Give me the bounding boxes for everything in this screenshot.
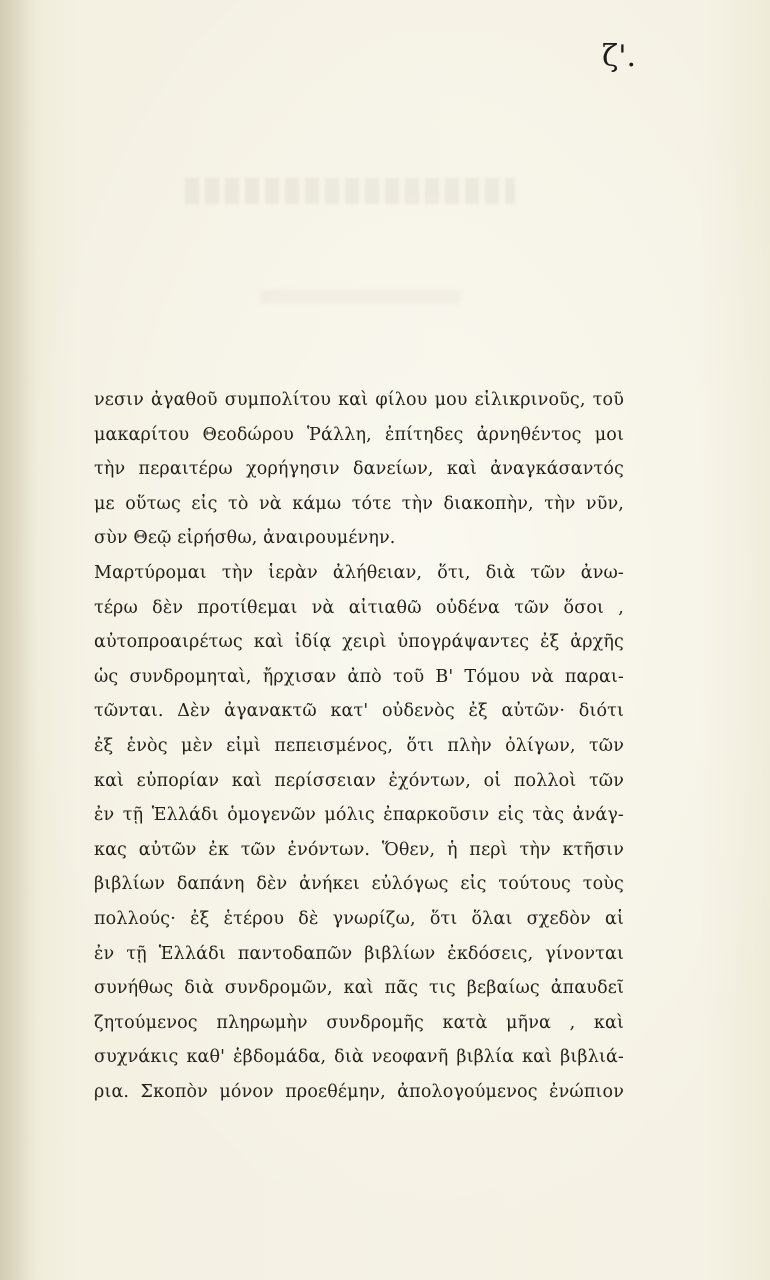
- text-line: ἐν τῇ Ἑλλάδι παντοδαπῶν βιβλίων ἐκδόσεις, γίνονται: [94, 943, 624, 964]
- text-line: με οὕτως εἰς τὸ νὰ κάμω τότε τὴν διακοπὴν, τὴν νῦν,: [94, 493, 624, 514]
- text-line: συχνάκις καθ' ἑβδομάδα, διὰ νεοφανῆ βιβλία καὶ βιβλιά-: [94, 1047, 624, 1068]
- text-line: τέρω δὲν προτίθεμαι νὰ αἰτιαθῶ οὐδένα τῶν ὅσοι ,: [94, 597, 624, 618]
- bleed-through-heading: [185, 178, 515, 204]
- text-line: βιβλίων δαπάνη δὲν ἀνήκει εὐλόγως εἰς τούτους τοὺς: [94, 874, 624, 895]
- text-line: μακαρίτου Θεοδώρου Ῥάλλη, ἐπίτηδες ἀρνηθέντος μοι: [94, 424, 624, 445]
- text-line: Μαρτύρομαι τὴν ἱερὰν ἀλήθειαν, ὅτι, διὰ τῶν ἀνω-: [94, 562, 624, 583]
- text-line: πολλούς· ἐξ ἑτέρου δὲ γνωρίζω, ὅτι ὅλαι σχεδὸν αἱ: [94, 908, 624, 929]
- bleed-through-mark: [260, 290, 460, 304]
- text-line: ρια. Σκοπὸν μόνον προεθέμην, ἀπολογούμενος ἐνώπιον: [94, 1081, 624, 1102]
- text-line: συνήθως διὰ συνδρομῶν, καὶ πᾶς τις βεβαίως ἀπαυδεῖ: [94, 978, 624, 999]
- text-line: τῶνται. Δὲν ἀγανακτῶ κατ' οὐδενὸς ἐξ αὐτῶν· διότι: [94, 701, 624, 722]
- text-line: ζητούμενος πληρωμὴν συνδρομῆς κατὰ μῆνα , καὶ: [94, 1012, 624, 1033]
- text-line: ὡς συνδρομηταὶ, ἤρχισαν ἀπὸ τοῦ Β' Τόμου νὰ παραι-: [94, 666, 624, 687]
- text-line: τὴν περαιτέρω χορήγησιν δανείων, καὶ ἀναγκάσαντός: [94, 459, 624, 480]
- text-line: σὺν Θεῷ εἰρήσθω, ἀναιρουμένην.: [94, 528, 396, 549]
- gutter-shadow: [0, 0, 38, 1280]
- text-line: ἐν τῇ Ἑλλάδι ὁμογενῶν μόλις ἐπαρκοῦσιν εἰς τὰς ἀνάγ-: [94, 805, 624, 826]
- text-line: καὶ εὐπορίαν καὶ περίσσειαν ἐχόντων, οἱ πολλοὶ τῶν: [94, 770, 624, 791]
- body-text: [94, 383, 624, 1109]
- text-line: κας αὐτῶν ἐκ τῶν ἐνόντων. Ὅθεν, ἡ περὶ τὴν κτῆσιν: [94, 839, 624, 860]
- page-number: ζ'.: [602, 39, 637, 74]
- text-line: αὐτοπροαιρέτως καὶ ἰδίᾳ χειρὶ ὑπογράψαντες ἐξ ἀρχῆς: [94, 632, 624, 653]
- text-line: νεσιν ἀγαθοῦ συμπολίτου καὶ φίλου μου εἰλικρινοῦς, τοῦ: [94, 390, 624, 410]
- text-line: ἐξ ἑνὸς μὲν εἰμὶ πεπεισμένος, ὅτι πλὴν ὀλίγων, τῶν: [94, 735, 624, 756]
